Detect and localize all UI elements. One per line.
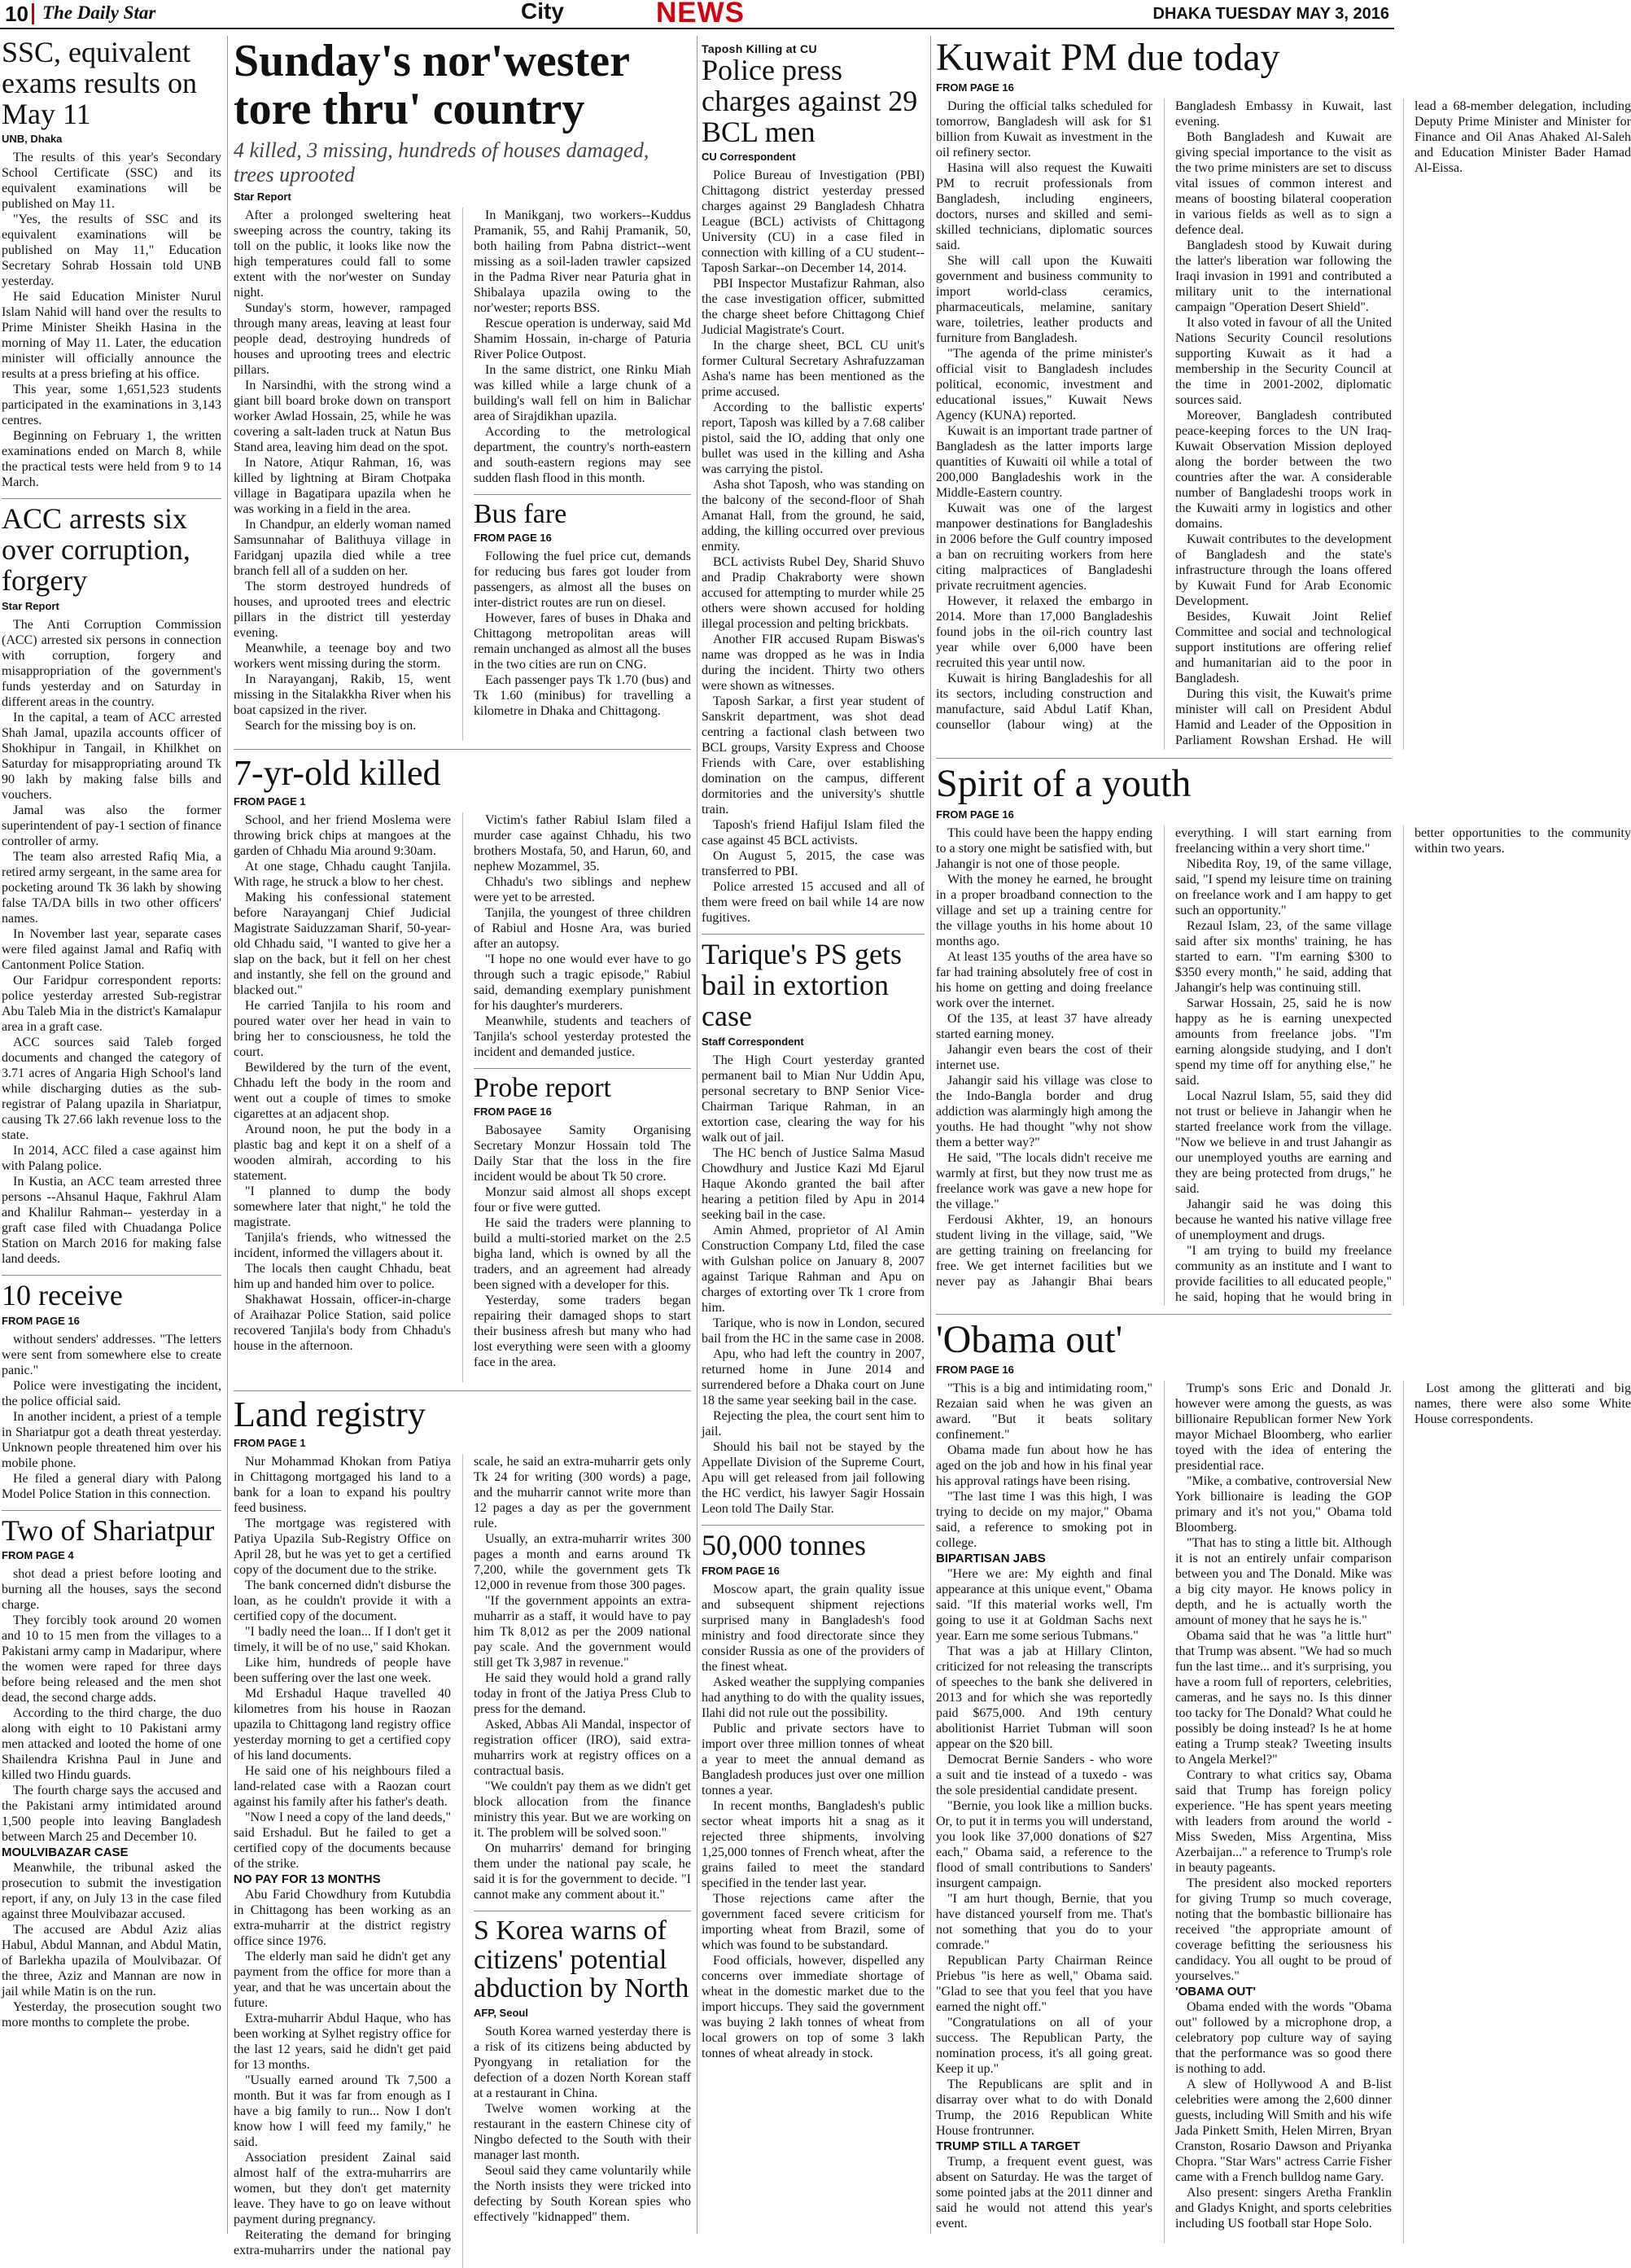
- paragraph: The results of this year's Secondary School Certificate (SSC) and its equivalent examinations will be published on May 11.: [2, 151, 221, 212]
- paragraph: The bank concerned didn't disburse the loan, as he couldn't provide it with a certified copy of the document.: [234, 1578, 451, 1623]
- column-rule: [930, 36, 931, 2234]
- page-number-divider: [32, 3, 34, 24]
- paragraph: Nur Mohammad Khokan from Patiya in Chittagong mortgaged his land to a bank for a loan to expand his poultry feed business.: [234, 1454, 451, 1515]
- paragraph: Tanjila, the youngest of three children of Rabiul and Hosne Ara, was buried after an autopsy.: [474, 905, 691, 951]
- paragraph: Asked weather the supplying companies had anything to do with the quality issues, Ilahi did not rule out the possibility.: [702, 1675, 925, 1720]
- paragraph: In the same district, one Rinku Miah was killed while a large chunk of a building's wall fell on him in Balichar area of Sirajdikhan upazila.: [474, 362, 691, 423]
- paragraph: "This is a big and intimidating room," Rezaian said when he was given an award. "But it beats solitary confinement.": [936, 1381, 1152, 1443]
- paragraph: It also voted in favour of all the United Nations Security Council resolutions supporting Kuwait as it had a membership in the Security Council at the time in 2001-2002, diplomatic sources said.: [1175, 316, 1392, 408]
- paragraph: "I planned to dump the body somewhere later that night," he told the magistrate.: [234, 1184, 451, 1229]
- paragraph: Both Bangladesh and Kuwait are giving special importance to the visit as the two prime ministers are set to discuss vital issues of common interest and means of boosting bilateral cooperation in various fields as well as to sign a defence deal.: [1175, 130, 1392, 238]
- paragraph: They forcibly took around 20 women and 10 to 15 men from the villages to a Pakistani army camp in Madaripur, where the women were raped for three days before being released and the men shot dead, the second charge adds.: [2, 1613, 221, 1705]
- page-number: 10: [5, 2, 28, 26]
- byline: FROM PAGE 16: [936, 1364, 1014, 1377]
- paragraph: Apu, who had left the country in 2007, returned home in June 2014 and surrendered before a Dhaka court on June 18 the same year seeking bail in the case.: [702, 1346, 925, 1408]
- paragraph: Meanwhile, the tribunal asked the prosecution to submit the investigation report, if any, on July 13 in the case filed against three Moulvibazar accused.: [2, 1861, 221, 1922]
- paragraph: The fourth charge says the accused and the Pakistani army intimidated around 1,500 people into leaving Bangladesh between March 25 and December 10.: [2, 1784, 221, 1845]
- paragraph: Police were investigating the incident, the police official said.: [2, 1378, 221, 1408]
- paragraph: In the capital, a team of ACC arrested Shah Jamal, upazila accounts officer of Shokhipur in Tangail, in Khilkhet on Saturday for misappropriating around Tk 90 lakh by making false bills and vouchers.: [2, 710, 221, 802]
- paragraph: Ferdousi Akhter, 19, an honours student living in the village, said, "We are getting training on freelancing for free. We get internet facilities but we never pay as Jahangir Bhai bears everything. I will start earning from freelancing within a very short time.": [936, 825, 1392, 1289]
- page-header: [0, 0, 1394, 29]
- paragraph: However, fares of buses in Dhaka and Chittagong metropolitan areas will remain unchanged as almost all the buses in the two cities are run on CNG.: [474, 611, 691, 672]
- paragraph: At least 135 youths of the area have so far had training absolutely free of cost in his home on getting and doing freelance work over the internet.: [936, 949, 1152, 1010]
- headline: Tarique's PS gets bail in extortion case: [702, 938, 902, 1032]
- byline: FROM PAGE 16: [2, 1314, 80, 1327]
- paragraph: A slew of Hollywood A and B-list celebrities were among the 2,600 dinner guests, including Will Smith and his wife Jada Pinkett Smith, Helen Mirren, Bryan Cranston, Rosario Dawson and Priyanka Chopra. "Star Wars" actress Carrie Fisher came with a French bulldog name Gary.: [1175, 2078, 1392, 2185]
- article-land-registry: [234, 1396, 691, 2268]
- paragraph: Food officials, however, dispelled any concerns over immediate shortage of wheat in the domestic market due to the import hiccups. They said the government was buying 2 lakh tonnes of wheat from local growers on top of some 3 lakh tonnes of wheat already in stock.: [702, 1953, 925, 2060]
- paragraph: Nibedita Roy, 19, of the same village, said, "I spend my leisure time on training on freelance work and I am happy to get such an opportunity.": [1175, 856, 1392, 917]
- paragraph: Shakhawat Hossain, officer-in-charge of Araihazar Police Station, said police recovered Tanjila's body from Chhadu's house in the afternoon.: [234, 1292, 451, 1353]
- paragraph: He said one of his neighbours filed a land-related case with a Raozan court against his family after his father's death.: [234, 1763, 451, 1809]
- paragraph: The mortgage was registered with Patiya Upazila Sub-Registry Office on April 28, but he was yet to get a certified copy of the document due to the strike.: [234, 1516, 451, 1577]
- paragraph: Tanjila's friends, who witnessed the incident, informed the villagers about it.: [234, 1230, 451, 1260]
- headline: Spirit of a youth: [936, 762, 1192, 806]
- paragraph: Jahangir said his village was close to the Indo-Bangla border and drug addiction was alarmingly high among the youths. He had thought "why not show them a better way?": [936, 1073, 1152, 1149]
- article-7yr-old-killed: [234, 752, 691, 1382]
- paragraph: In Narayanganj, Rakib, 15, went missing in the Sitalakkha River when his boat capsized in the river.: [234, 672, 451, 717]
- paragraph: He said, "The locals didn't receive me warmly at first, but they now trust me as freelance work was gave a new hope for the village.": [936, 1150, 1152, 1211]
- paragraph: He said Education Minister Nurul Islam Nahid will hand over the results to Prime Minister Sheikh Hasina in the morning of May 11. Later, the education minister will officially announce the results at a press briefing at his office.: [2, 290, 221, 382]
- paragraph: Md Ershadul Haque travelled 40 kilometres from his house in Raozan upazila to Chittagong land registry office yesterday morning to get a certified copy of his land documents.: [234, 1686, 451, 1762]
- paragraph: Should his bail not be stayed by the Appellate Division of the Supreme Court, Apu will get released from jail following the HC verdict, his lawyer Sagir Hossain Leon told The Daily Star.: [702, 1439, 925, 1516]
- paragraph: "The last time I was this high, I was trying to decide on my major," Obama said, a reference to smoking pot in college.: [936, 1490, 1152, 1551]
- paragraph: Bewildered by the turn of the event, Chhadu left the body in the room and went out a couple of times to smoke cigarettes at an adjacent shop.: [234, 1060, 451, 1121]
- paragraph: Reiterating the demand for bringing extra-muharrirs under the national pay scale, he said an extra-muharrir gets only Tk 24 for writing (300 words) a page, and the muharrir cannot write more than 12 pages a day as per the government rule.: [234, 1454, 691, 2257]
- dateline: DHAKA TUESDAY MAY 3, 2016: [1152, 5, 1389, 23]
- paragraph: Kuwait is hiring Bangladeshis for all its sectors, including construction and manufacture, said Abdul Latif Khan, counsellor (labour wing) at the Bangladesh Embassy in Kuwait, last evening.: [936, 99, 1392, 733]
- paragraph: Twelve women working at the restaurant in the eastern Chinese city of Ningbo defected to the South with their manager last month.: [474, 2102, 691, 2163]
- paragraph: Local Nazrul Islam, 55, said they did not trust or believe in Jahangir when he started freelance work from the village. "Now we believe in and trust Jahangir as our unemployed youths are earning and they are being protected from drugs," he said.: [1175, 1088, 1392, 1196]
- subhead: MOULVIBAZAR CASE: [2, 1845, 129, 1860]
- paragraph: According to the metrological department, the country's north-eastern and south-eastern regions may see sudden flash flood in this month.: [474, 424, 691, 485]
- paragraph: School, and her friend Moslema were throwing brick chips at mangoes at the garden of Chhadu Mia around 9:30am.: [234, 812, 451, 858]
- paragraph: Rejecting the plea, the court sent him to jail.: [702, 1408, 925, 1438]
- paragraph: On August 5, 2015, the case was transferred to PBI.: [702, 849, 925, 879]
- paragraph: The Republicans are split and in disarray over what to do with Donald Trump, the 2016 Republican White House frontrunner.: [936, 2078, 1152, 2139]
- masthead-logo: The Daily Star: [42, 2, 156, 23]
- paragraph: "If the government appoints an extra-muharrir as a staff, it would have to pay him Tk 8,012 as per the 2009 national pay scale. And the government would still get Tk 3,987 in revenue.": [474, 1593, 691, 1670]
- article-ssc-results: [2, 37, 221, 490]
- paragraph: At one stage, Chhadu caught Tanjila. With rage, he struck a blow to her chest.: [234, 859, 451, 889]
- paragraph: Asha shot Taposh, who was standing on the balcony of the second-floor of Shah Amanat Hall, from the ground, he said, adding, the killing occurred over previous enmity.: [702, 478, 925, 554]
- left-column: [2, 37, 221, 2235]
- paragraph: Sunday's storm, however, rampaged through many areas, leaving at least four people dead, destroying hundreds of houses and uprooting trees and electric pillars.: [234, 300, 451, 377]
- paragraph: Sarwar Hossain, 25, said he is now happy as he is earning unexpected amounts from freelance jobs. "I'm earning alongside studying, and I don't spend my time off for anything else," he said.: [1175, 996, 1392, 1088]
- paragraph: PBI Inspector Mustafizur Rahman, also the case investigation officer, submitted the charge sheet before Chittagong Chief Judicial Magistrate's Court.: [702, 277, 925, 338]
- paragraph: She will call upon the Kuwaiti government and business community to import world-class ceramics, pharmaceuticals, melamine, sanitary ware, toiletries, leather products and furniture from Bangladesh.: [936, 254, 1152, 346]
- paragraph: Those rejections came after the government faced severe criticism for importing wheat from Brazil, some of which was found to be substandard.: [702, 1891, 925, 1952]
- paragraph: The team also arrested Rafiq Mia, a retired army sergeant, in the same area for pocketing around Tk 36 lakh by showing false TA/DA bills in two other officers' names.: [2, 849, 221, 926]
- paragraph: "Here we are: My eighth and final appearance at this unique event," Obama said. "If this material works well, I'm going to use it at Goldman Sachs next year. Earn me some serious Tubmans.": [936, 1567, 1152, 1644]
- headline: Sunday's nor'wester tore thru' country: [234, 36, 629, 134]
- paragraph: In the charge sheet, BCL CU unit's former Cultural Secretary Ashrafuzzaman Asha's name has been mentioned as the prime accused.: [702, 339, 925, 400]
- paragraph: Seoul said they came voluntarily while the North insists they were tricked into defecting by South Korean spies who effectively "kidnapped" them.: [474, 2164, 691, 2225]
- paragraph: Extra-muharrir Abdul Haque, who has been working at Sylhet registry office for the last 12 years, said he didn't get paid for 13 months.: [234, 2011, 451, 2072]
- paragraph: shot dead a priest before looting and burning all the houses, says the second charge.: [2, 1567, 221, 1613]
- article-obama-out: [936, 1317, 1631, 2244]
- paragraph: Making his confessional statement before Narayanganj Chief Judicial Magistrate Saiduzzaman Sharif, 50-year-old Chhadu said, "I wanted to give her a slap on the back, but it fell on her chest and instantly, she fell on the ground and blacked out.": [234, 890, 451, 997]
- paragraph: Abu Farid Chowdhury from Kutubdia in Chittagong has been working as an extra-muharrir at the district registry office since 1976.: [234, 1887, 451, 1948]
- article-norwester: [234, 37, 691, 741]
- paragraph: Public and private sectors have to import over three million tonnes of wheat a year to meet the annual demand as Bangladesh produces just over one million tonnes a year.: [702, 1721, 925, 1797]
- paragraph: "I am trying to build my freelance community as an institute and I want to provide facilities to all educated people," he said, hoping that he would bring in better opportunities to the community within two years.: [1175, 825, 1631, 1304]
- article-tarique-ps-bail: [702, 939, 925, 1516]
- paragraph: Meanwhile, a teenage boy and two workers went missing during the storm.: [234, 641, 451, 671]
- paragraph: Bangladesh stood by Kuwait during the latter's liberation war following the Iraqi invasion in 1991 and contributed a military unit to the international campaign "Operation Desert Shield".: [1175, 239, 1392, 315]
- paragraph: Also present: singers Aretha Franklin and Gladys Knight, and sports celebrities including US football star Hope Solo.: [1175, 2186, 1392, 2231]
- byline: UNB, Dhaka: [2, 133, 63, 146]
- paragraph: Democrat Bernie Sanders - who wore a suit and tie instead of a tuxedo - was the sole presidential candidate present.: [936, 1753, 1152, 1798]
- headline: Probe report: [474, 1072, 612, 1103]
- paragraph: The accused are Abdul Aziz alias Habul, Abdul Mannan, and Abdul Matin, of Barlekha upazila of Moulvibazar. Of the three, Aziz and Mannan are now in jail while Matin is on the run.: [2, 1923, 221, 1999]
- column-rule: [227, 36, 228, 2234]
- headline: 10 receive: [2, 1278, 123, 1311]
- kicker: Taposh Killing at CU: [702, 42, 817, 55]
- headline: Two of Shariatpur: [2, 1513, 215, 1547]
- headline: Police press charges against 29 BCL men: [702, 54, 918, 148]
- paragraph: With the money he earned, he brought in a proper broadband connection to the village and set up a training centre for the village youths in his home about 10 months ago.: [936, 872, 1152, 948]
- headline: Kuwait PM due today: [936, 36, 1280, 79]
- byline: FROM PAGE 4: [2, 1549, 74, 1562]
- paragraph: The HC bench of Justice Salma Masud Chowdhury and Justice Kazi Md Ejarul Haque Akondo granted the bail after hearing a petition filed by Apu in 2014 seeking bail in the case.: [702, 1145, 925, 1222]
- paragraph: Search for the missing boy is on.: [245, 718, 417, 733]
- article-kuwait-pm: [936, 36, 1631, 750]
- paragraph: "I hope no one would ever have to go through such a tragic episode," Rabiul said, demanding exemplary punishment for his daughter's murderers.: [474, 952, 691, 1013]
- paragraph: In Narsindhi, with the strong wind a giant bill board broke down on transport worker Awlad Hossain, 25, while he was covering a salt-laden truck at Natun Bus Stand area, leaving him dead on the spot.: [234, 378, 451, 454]
- paragraph: ACC sources said Taleb forged documents and changed the category of 3.71 acres of Angaria High School's land while discharging duties as the sub-registrar of Palang upazila in Shariatpur, causing Tk 27.66 lakh revenue loss to the state.: [2, 1035, 221, 1142]
- byline: CU Correspondent: [702, 151, 796, 164]
- paragraph: In Chandpur, an elderly woman named Samsunnahar of Balithuya village in Faridganj upazila died while a tree branch fell all of a sudden on her.: [234, 517, 451, 578]
- paragraph: The elderly man said he didn't get any payment from the office for more than a year, and that he was uncertain about the future.: [234, 1949, 451, 2010]
- section-tag: NEWS: [656, 0, 745, 28]
- paragraph: In another incident, a priest of a temple in Shariatpur got a death threat yesterday. Unknown people threatened him over his mobile phone.: [2, 1409, 221, 1470]
- paragraph: Asked, Abbas Ali Mandal, inspector of registration officer (IRO), said extra-muharrirs work at registry offices on a contractual basis.: [474, 1717, 691, 1778]
- byline: FROM PAGE 16: [936, 81, 1014, 94]
- paragraph: The Anti Corruption Commission (ACC) arrested six persons in connection with corruption, forgery and misappropriation of the government's funds yesterday and on Saturday in different areas in the country.: [2, 617, 221, 709]
- article-taposh-killing: [702, 42, 925, 926]
- paragraph: South Korea warned yesterday there is a risk of its citizens being abducted by Pyongyang in retaliation for the defection of a dozen North Korean staff at a restaurant in China.: [474, 2025, 691, 2101]
- byline: FROM PAGE 16: [474, 1106, 552, 1119]
- paragraph: He said the traders were planning to build a multi-storied market on the 2.5 bigha land, which is owned by all the traders, and an agreement had already been signed with a developer for this.: [474, 1216, 691, 1293]
- paragraph: "Congratulations on all of your success. The Republican Party, the nomination process, it's all going great. Keep it up.": [936, 2016, 1152, 2077]
- center-left-block: [234, 36, 691, 2257]
- paragraph: Our Faridpur correspondent reports: police yesterday arrested Sub-registrar Abu Taleb Mia in the district's Kamalapur area in a graft case.: [2, 973, 221, 1034]
- paragraph: Jahangir said he was doing this because he wanted his native village free of unemployment and drugs.: [1175, 1197, 1392, 1242]
- paragraph: Around noon, he put the body in a plastic bag and kept it on a shelf of a wooden almirah, according to his statement.: [234, 1122, 451, 1183]
- paragraph: Trump, a frequent event guest, was absent on Saturday. He was the target of some pointed jabs at the 2011 dinner and said he would not attend this year's event.: [936, 2155, 1152, 2231]
- paragraph: Besides, Kuwait Joint Relief Committee and social and technological support institutions are offering relief and humanitarian aid to the poor in Bangladesh.: [1175, 610, 1392, 686]
- paragraph: Trump's sons Eric and Donald Jr. however were among the guests, as was billionaire Republican former New York mayor Michael Bloomberg, who earlier toyed with the idea of entering the presidential race.: [1175, 1381, 1392, 1473]
- paragraph: "Mike, a combative, controversial New York billionaire is leading the GOP primary and it's not you," Obama told Bloomberg.: [1175, 1474, 1392, 1535]
- byline: Star Report: [234, 190, 291, 203]
- paragraph: According to the third charge, the duo along with eight to 10 Pakistani army men attacked and looted the home of one Shailendra Krishna Paul in June and killed two Hindu guards.: [2, 1706, 221, 1783]
- paragraph: Babosayee Samity Organising Secretary Monzur Hossain told The Daily Star that the loss in the fire incident would be about Tk 50 crore.: [474, 1123, 691, 1184]
- paragraph: Usually, an extra-muharrir writes 300 pages a month and earns around Tk 7,200, while the government gets Tk 12,000 in revenue from those 300 pages.: [474, 1531, 691, 1592]
- paragraph: "I badly need the loan... If I don't get it timely, it will be of no use," said Khokan.: [234, 1624, 451, 1654]
- paragraph: After a prolonged sweltering heat sweeping across the country, taking its toll on the public, it looks like now the high temperatures could fall to some extent with the nor'wester on Sunday night.: [234, 208, 451, 300]
- paragraph: Kuwait is an important trade partner of Bangladesh as the latter imports large quantities of Kuwaiti oil while a total of 200,000 Bangladeshis work in the Middle-Eastern country.: [936, 424, 1152, 501]
- paragraph: "Now I need a copy of the land deeds," said Ershadul. But he failed to get a certified copy of the documents because of the strike.: [234, 1810, 451, 1871]
- paragraph: Moreover, Bangladesh contributed peace-keeping forces to the UN Iraq-Kuwait Observation Mission deployed along the border between the two countries after the war. A considerable number of Bangladeshi troops work in the Kuwaiti army in logistics and other domains.: [1175, 409, 1392, 532]
- headline: S Korea warns of citizens' potential abduction by North: [474, 1915, 689, 2004]
- paragraph: This year, some 1,651,523 students participated in the examinations in 3,143 centres.: [2, 383, 221, 428]
- paragraph: "We couldn't pay them as we didn't get block allocation from the finance ministry this year. But we are working on it. The problem will be solved soon.": [474, 1779, 691, 1840]
- paragraph: Meanwhile, students and teachers of Tanjila's school yesterday protested the incident and demanded justice.: [474, 1014, 691, 1059]
- paragraph: "Bernie, you look like a million bucks. Or, to put it in terms you will understand, you look like 37,000 donations of $27 each," Obama said, a reference to the flood of small contributions to Sanders' insurgent campaign.: [936, 1799, 1152, 1891]
- headline: 7-yr-old killed: [234, 752, 441, 793]
- article-10-receive: [2, 1278, 221, 1502]
- paragraph: Kuwait contributes to the development of Bangladesh and the state's infrastructure through the loans offered by Kuwait Fund for Arab Economic Development.: [1175, 532, 1392, 609]
- subhead: NO PAY FOR 13 MONTHS: [234, 1872, 381, 1886]
- paragraph: During the official talks scheduled for tomorrow, Bangladesh will ask for $1 billion from Kuwait as investment in the oil refinery sector.: [936, 99, 1152, 160]
- paragraph: Association president Zainal said almost half of the extra-muharrirs are women, but they don't get maternity leave. They have to go on leave without payment during pregnancy.: [234, 2150, 451, 2226]
- paragraph: "I am hurt though, Bernie, that you have distanced yourself from me. That's not something that you do to your comrade.": [936, 1892, 1152, 1953]
- center-right-column: [702, 37, 925, 2235]
- paragraph: That was a jab at Hillary Clinton, criticized for not releasing the transcripts of speeches to the bank she delivered in 2013 and for which she was reportedly paid $675,000. And 19th century abolitionist Harriet Tubman will soon appear on the $20 bill.: [936, 1644, 1152, 1752]
- paragraph: Another FIR accused Rupam Biswas's name was dropped as he was in India during the incident. Thirty two others were shown as witnesses.: [702, 633, 925, 694]
- paragraph: Obama made fun about how he has aged on the job and how in his final year his approval ratings have been rising.: [936, 1443, 1152, 1489]
- paragraph: Police Bureau of Investigation (PBI) Chittagong district yesterday pressed charges against 29 Bangladesh Chhatra League (BCL) activists of Chittagong University (CU) in a case filed in connection with killing of a CU student--Taposh Sarkar--on December 14, 2014.: [702, 169, 925, 276]
- byline: FROM PAGE 1: [234, 795, 306, 808]
- headline: ACC arrests six over corruption, forgery: [2, 502, 190, 597]
- paragraph: During this visit, the Kuwait's prime minister will call on President Abdul Hamid and Leader of the Opposition in Parliament Rowshan Ershad. He will lead a 68-member delegation, including Deputy Prime Minister and Minister for Finance and Oil Anas Ahaked Al-Saleh and Education Minister Bader Hamad Al-Eissa.: [1175, 99, 1631, 748]
- paragraph: Amin Ahmed, proprietor of Al Amin Construction Company Ltd, filed the case with Gulshan police on January 8, 2007 against Tarique Rahman and Apu on charges of extorting over Tk 1 crore from him.: [702, 1223, 925, 1315]
- paragraph: However, it relaxed the embargo in 2014. More than 17,000 Bangladeshis found jobs in the oil-rich country last year while over 6,000 have been recruited this year until now.: [936, 594, 1152, 671]
- paragraph: Like him, hundreds of people have been suffering over the last one week.: [234, 1655, 451, 1685]
- paragraph: without senders' addresses. "The letters were sent from somewhere else to create panic.": [2, 1332, 221, 1377]
- right-block: [936, 36, 1631, 2235]
- paragraph: On muharrirs' demand for bringing them under the national pay scale, he said it is for the government to decide. "I cannot make any comment about it.": [474, 1841, 691, 1902]
- paragraph: Victim's father Rabiul Islam filed a murder case against Chhadu, his two brothers Mostafa, 50, and Harun, 60, and nephew Mozammel, 35.: [474, 812, 691, 873]
- subhead: BIPARTISAN JABS: [936, 1552, 1046, 1566]
- paragraph: Each passenger pays Tk 1.70 (bus) and Tk 1.60 (minibus) for travelling a kilometre in Dhaka and Chittagong.: [474, 673, 691, 719]
- paragraph: The president also mocked reporters for giving Trump so much coverage, noting that the bombastic billionaire has received "the appropriate amount of coverage befitting the seriousness his candidacy. You all ought to be proud of yourselves.": [1175, 1876, 1392, 1984]
- paragraph: Republican Party Chairman Reince Priebus "is here as well," Obama said. "Glad to see that you feel that you have earned the night off.": [936, 1954, 1152, 2015]
- subheadline: 4 killed, 3 missing, hundreds of houses damaged, trees uprooted: [234, 138, 649, 186]
- paragraph: Rezaul Islam, 23, of the same village said after six months' training, he has started to earn. "I'm earning $300 to $350 every month," he said, adding that Jahangir's help was continuing still.: [1175, 918, 1392, 995]
- headline: Land registry: [234, 1394, 426, 1434]
- paragraph: Taposh Sarkar, a first year student of Sanskrit department, was shot dead centring a factional clash between two BCL groups, Varsity Express and Choose Friends with Care, over establishing domination on the campus, different dormitories and the university's shuttle train.: [702, 694, 925, 817]
- paragraph: BCL activists Rubel Dey, Sharid Shuvo and Pradip Chakraborty were shown accused for attempting to murder while 25 others were shown accused for holding illegal procession and pelting brickbats.: [702, 555, 925, 632]
- paragraph: Jahangir even bears the cost of their internet use.: [936, 1042, 1152, 1072]
- paragraph: Hasina will also request the Kuwaiti PM to recruit professionals from Bangladesh, including engineers, doctors, nurses and skilled and semi-skilled technicians, diplomatic sources said.: [936, 161, 1152, 253]
- paragraph: Yesterday, the prosecution sought two more months to complete the probe.: [2, 2000, 221, 2030]
- paragraph: "That has to sting a little bit. Although it is not an entirely unfair comparison between you and The Donald. Mike was a big city mayor. He knows policy in depth, and he is actually worth the amount of money that he says he is.": [1175, 1536, 1392, 1628]
- paragraph: "The agenda of the prime minister's official visit to Bangladesh includes political, economic, investment and educational issues," Kuwait News Agency (KUNA) reported.: [936, 347, 1152, 423]
- paragraph: He carried Tanjila to his room and poured water over her head in vain to bring her to consciousness, he told the court.: [234, 998, 451, 1059]
- paragraph: He said they would hold a grand rally today in front of the Jatiya Press Club to press for the demand.: [474, 1670, 691, 1716]
- headline: 50,000 tonnes: [702, 1528, 866, 1561]
- byline: AFP, Seoul: [474, 2007, 528, 2020]
- paragraph: Monzur said almost all shops except four or five were gutted.: [474, 1185, 691, 1215]
- paragraph: In 2014, ACC filed a case against him with Palang police.: [2, 1143, 221, 1173]
- paragraph: The locals then caught Chhadu, beat him up and handed him over to police.: [234, 1261, 451, 1291]
- paragraph: Of the 135, at least 37 have already started earning money.: [936, 1011, 1152, 1041]
- paragraph: Jamal was also the former superintendent of pay-1 section of finance controller of army.: [2, 803, 221, 848]
- paragraph: In recent months, Bangladesh's public sector wheat imports hit a snag as it rejected three shipments, involving 1,25,000 tonnes of French wheat, after the grains failed to meet the standard specified in the tender last year.: [702, 1798, 925, 1890]
- article-50000-tonnes: [702, 1530, 925, 2061]
- headline: Bus fare: [474, 498, 567, 529]
- article-two-of-shariatpur: [2, 1513, 221, 2031]
- paragraph: Chhadu's two siblings and nephew were yet to be arrested.: [474, 874, 691, 904]
- paragraph: Taposh's friend Hafijul Islam filed the case against 45 BCL activists.: [702, 818, 925, 848]
- byline: FROM PAGE 16: [936, 808, 1014, 821]
- article-acc-arrests: [2, 504, 221, 1266]
- paragraph: Rescue operation is underway, said Md Shamim Hossain, in-charge of Paturia River Police Outpost.: [474, 316, 691, 361]
- paragraph: Moscow apart, the grain quality issue and subsequent shipment rejections surprised many in Bangladesh's food ministry and food directorate since they consider Russia as one of the providers of the finest wheat.: [702, 1582, 925, 1674]
- paragraph: In Natore, Atiqur Rahman, 16, was killed by lightning at Biram Chotpaka village in Bagatipara upazila when he was working in a field in the area.: [234, 455, 451, 516]
- paragraph: Following the fuel price cut, demands for reducing bus fares got louder from passengers, as almost all the buses on inter-district routes are run on diesel.: [474, 549, 691, 611]
- paragraph: In Kustia, an ACC team arrested three persons --Ahsanul Haque, Fakhrul Alam and Khalilur Rahman-- yesterday in a graft case filed with Chuadanga Police Station on March 2016 for making false land deeds.: [2, 1174, 221, 1266]
- subhead: 'OBAMA OUT': [1175, 1985, 1257, 1999]
- article-spirit-of-a-youth: [936, 762, 1631, 1305]
- paragraph: Police arrested 15 accused and all of them were freed on bail while 14 are now fugitives.: [702, 880, 925, 926]
- paragraph: The storm destroyed hundreds of houses, and uprooted trees and electric pillars in the district till yesterday evening.: [234, 579, 451, 640]
- paragraph: Contrary to what critics say, Obama said that Trump has foreign policy experience. "He has spent years meeting with leaders from around the world - Miss Sweden, Miss Argentina, Miss Azerbaijan..." a reference to Trump's role in beauty pageants.: [1175, 1768, 1392, 1876]
- headline: SSC, equivalent exams results on May 11: [2, 36, 197, 130]
- byline: FROM PAGE 16: [702, 1564, 780, 1577]
- paragraph: In Manikganj, two workers--Kuddus Pramanik, 55, and Rahij Pramanik, 50, both hailing from Pabna district--went missing as a soil-laden trawler capsized in the Padma River near Paturia ghat in Shibalaya upazila owing to the nor'wester; reports BSS.: [474, 208, 691, 315]
- section-name: City: [521, 0, 564, 24]
- paragraph: Obama said that he was "a little hurt" that Trump was absent. "We had so much fun the last time... and it's surprising, you have a room full of reporters, celebrities, cameras, and he says no. Is this dinner too tacky for The Donald? What could he possibly be doing instead? Is he at home eating a Trump steak? Tweeting insults to Angela Merkel?": [1175, 1629, 1392, 1767]
- paragraph: "Usually earned around Tk 7,500 a month. But it was far from enough as I have a big family to run... Now I don't know how I will feed my family," he said.: [234, 2073, 451, 2149]
- paragraph: The High Court yesterday granted permanent bail to Mian Nur Uddin Apu, personal secretary to BNP Senior Vice-Chairman Tarique Rahman, in an extortion case, clearing the way for his walk out of jail.: [702, 1053, 925, 1145]
- paragraph: "Yes, the results of SSC and its equivalent examinations will be published on May 11," Education Secretary Sohrab Hossain told UNB yesterday.: [2, 212, 221, 289]
- paragraph: This could have been the happy ending to a story one might be satisfied with, but Jahangir is not one of those people.: [936, 825, 1152, 871]
- paragraph: Beginning on February 1, the written examinations ended on March 8, while the practical tests were held from 9 to 14 March.: [2, 429, 221, 490]
- paragraph: Obama ended with the words "Obama out" followed by a microphone drop, a celebratory pop culture way of saying that the performance was so good there is nothing to add.: [1175, 2000, 1392, 2077]
- paragraph: Kuwait was one of the largest manpower destinations for Bangladeshis in 2006 before the Gulf country imposed a ban on recruiting workers from here citing malpractices of Bangladeshi private recruitment agencies.: [936, 501, 1152, 593]
- byline: Staff Correspondent: [702, 1035, 804, 1048]
- paragraph: Tarique, who is now in London, secured bail from the HC in the same case in 2008.: [702, 1316, 925, 1346]
- subhead: TRUMP STILL A TARGET: [936, 2139, 1081, 2154]
- headline: 'Obama out': [936, 1317, 1123, 1361]
- byline: FROM PAGE 1: [234, 1436, 306, 1449]
- byline: Star Report: [2, 599, 59, 612]
- paragraph: Yesterday, some traders began repairing their damaged shops to start their business afresh but many who had lost everything were seen with a gloomy face in the area.: [474, 1294, 691, 1370]
- paragraph: Lost among the glitterati and big names, there were also some White House correspondents.: [1415, 1381, 1631, 1427]
- paragraph: In November last year, separate cases were filed against Jamal and Rafiq with Cantonment Police Station.: [2, 926, 221, 972]
- byline: FROM PAGE 16: [474, 532, 552, 545]
- paragraph: According to the ballistic experts' report, Taposh was killed by a 7.68 caliber pistol, said the IO, adding that only one bullet was used in the killing and Asha was carrying the pistol.: [702, 401, 925, 477]
- paragraph: He filed a general diary with Palong Model Police Station in this connection.: [2, 1471, 221, 1501]
